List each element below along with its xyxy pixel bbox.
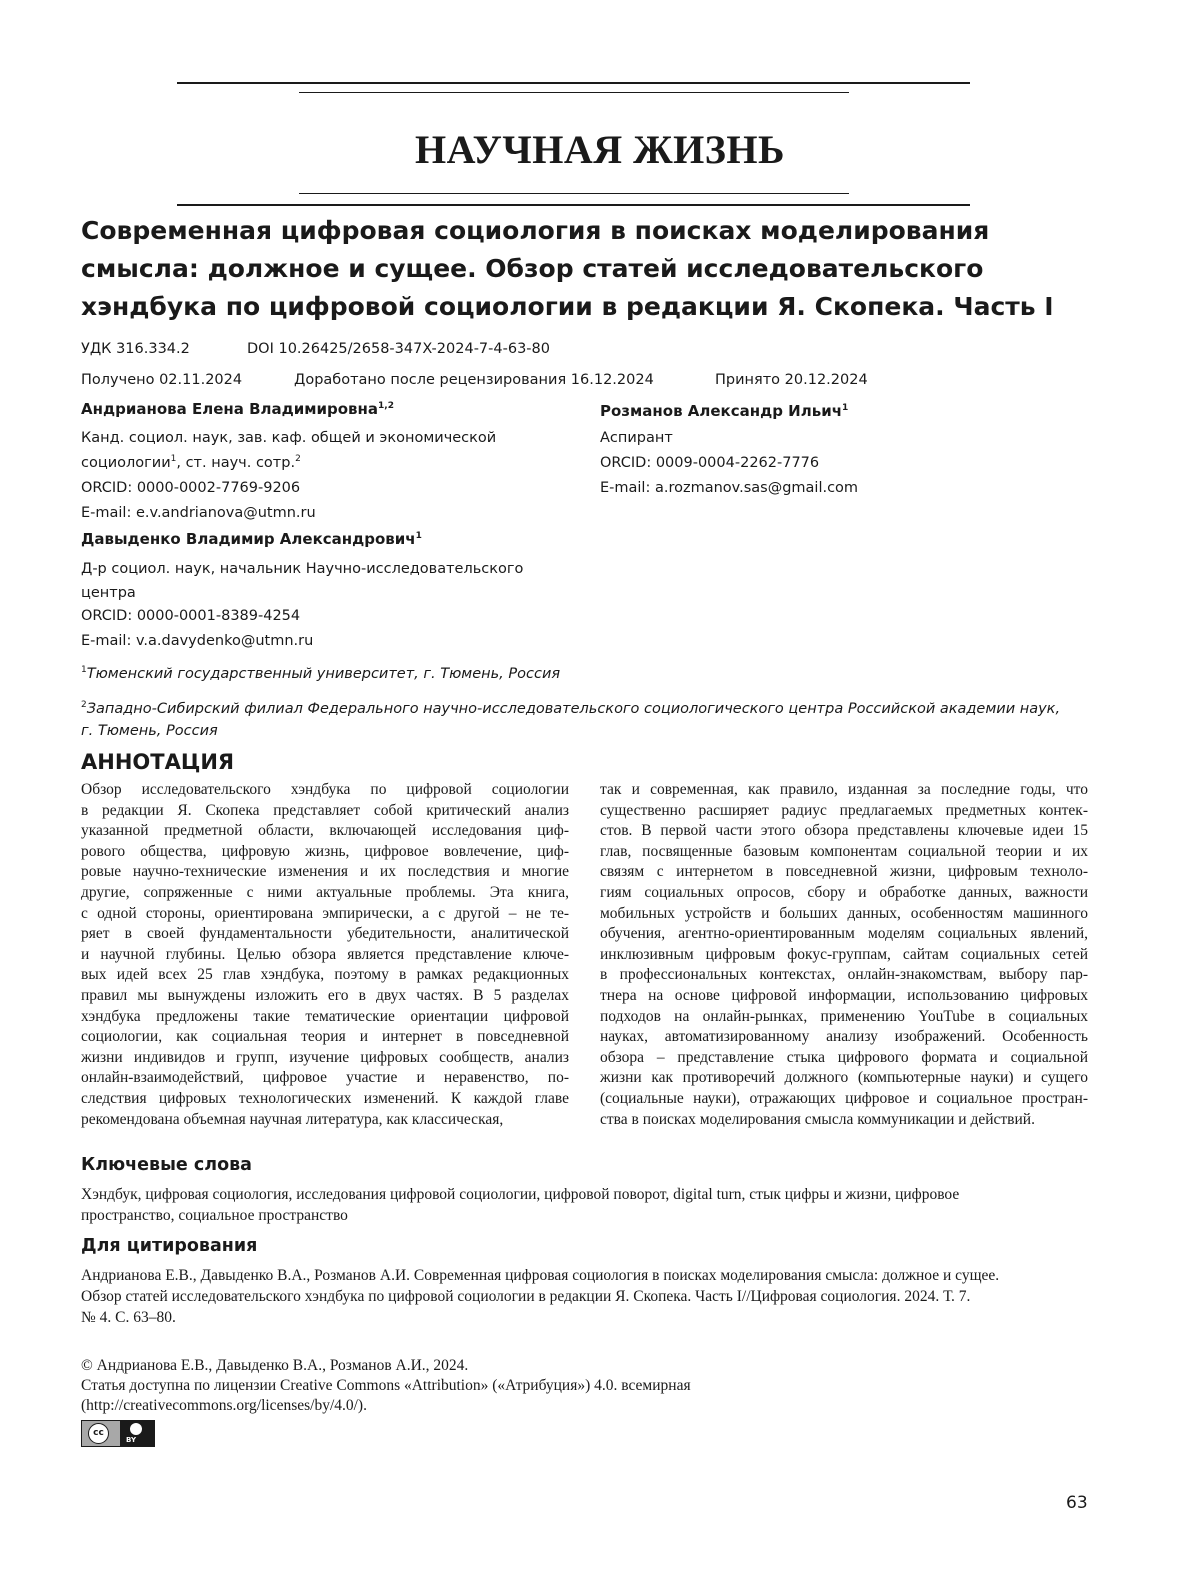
bottom-rule-long bbox=[177, 204, 970, 206]
author-position: Канд. социол. наук, зав. каф. общей и экономической bbox=[81, 430, 497, 446]
doi: DOI 10.26425/2658-347X-2024-7-4-63-80 bbox=[247, 341, 550, 357]
abstract-line: инклюзивным цифровым фокус-группам, сайтам социальных сетей bbox=[600, 945, 1088, 963]
author-name: Андрианова Елена Владимировна$^{1,2}$ bbox=[81, 400, 394, 418]
article-title-line: Современная цифровая социология в поисках моделирования bbox=[81, 216, 990, 245]
author-block bbox=[600, 402, 1080, 496]
article-title-line: хэндбука по цифровой социологии в редакции Я. Скопека. Часть I bbox=[81, 292, 1054, 321]
abstract-line: обзора – представление стыка цифрового формата и социальной bbox=[600, 1048, 1088, 1066]
abstract-line: стов. В первой части этого обзора представлены ключевые идеи 15 bbox=[600, 822, 1088, 840]
abstract-line: подходов на онлайн-рынках, применению YouTube в социальных bbox=[600, 1007, 1088, 1025]
author-orcid: ORCID: 0000-0001-8389-4254 bbox=[81, 608, 301, 624]
abstract-line: следствия цифровых технологических изменений. К каждой главе bbox=[81, 1089, 569, 1107]
abstract-line: вых идей всех 25 глав хэндбука, поэтому в рамках редакционных bbox=[81, 966, 569, 984]
section-title: НАУЧНАЯ ЖИЗНЬ bbox=[415, 127, 785, 172]
abstract-left-column bbox=[81, 780, 569, 1130]
author-position: социологии$^1$, ст. науч. сотр.$^2$ bbox=[81, 454, 301, 471]
by-label: BY bbox=[126, 1436, 137, 1444]
abstract-line: науках, автоматизированному анализу изображений. Особенность bbox=[600, 1028, 1088, 1046]
license-link[interactable]: (http://creativecommons.org/licenses/by/4.0/). bbox=[81, 1397, 367, 1414]
top-rule-short bbox=[299, 92, 849, 93]
author-email[interactable]: E-mail: a.rozmanov.sas@gmail.com bbox=[600, 480, 859, 496]
abstract-line: ства в поисках моделирования смысла коммуникации и действий. bbox=[600, 1110, 1035, 1128]
keywords-text: Хэндбук, цифровая социология, исследования цифровой социологии, цифровой поворот, digital turn, стык цифры и жизни, цифровое пространство, социальное пространство bbox=[81, 1186, 960, 1224]
abstract-line: (социальные науки), отражающих цифровое и социальное простран- bbox=[600, 1089, 1088, 1107]
attribution-person-icon bbox=[130, 1423, 142, 1435]
author-position: Д-р социол. наук, начальник Научно-исследовательского bbox=[81, 561, 524, 577]
top-rule-long bbox=[177, 82, 970, 84]
license-text: © Андрианова Е.В., Давыденко В.А., Розманов А.И., 2024. Статья доступна по лицензии Creative Commons «Attribution» («Атрибуция») 4.0. всемирная (http://creativecommons.org/licenses/by/4.0/). bbox=[81, 1356, 1111, 1416]
abstract-line: жизни как противоречий должного (компьютерные науки) и сущего bbox=[600, 1069, 1088, 1087]
creative-commons-icon: cc bbox=[88, 1423, 109, 1444]
author-orcid: ORCID: 0000-0002-7769-9206 bbox=[81, 479, 301, 496]
abstract-line: указанной предметной области, включающей исследования циф- bbox=[81, 822, 569, 840]
abstract-line: существенно расширяет радиус предлагаемых предметных контек- bbox=[600, 801, 1088, 819]
author-name: Розманов Александр Ильич$^1$ bbox=[600, 402, 849, 420]
bottom-rule-short bbox=[299, 193, 849, 194]
received-date: Получено 02.11.2024 bbox=[81, 372, 243, 388]
author-email[interactable]: E-mail: v.a.davydenko@utmn.ru bbox=[81, 633, 314, 649]
abstract-line: гиям социальных опросов, сбору и обработке данных, важности bbox=[600, 883, 1088, 901]
abstract-line: в редакции Я. Скопека представляет собой критический анализ bbox=[81, 801, 569, 819]
abstract-line: правил мы вынуждены изложить его в двух частях. В 5 разделах bbox=[81, 986, 569, 1004]
abstract-heading: АННОТАЦИЯ bbox=[81, 750, 235, 774]
author-position: центра bbox=[81, 585, 136, 601]
author-position: Аспирант bbox=[600, 430, 673, 446]
abstract-line: глав, посвященные базовым компонентам социальной теории и их bbox=[600, 842, 1088, 860]
abstract-line: онлайн-взаимодействий, цифровое участие и неравенство, по- bbox=[81, 1069, 569, 1087]
citation-heading: Для цитирования bbox=[81, 1236, 258, 1256]
affiliation: $^2$Западно-Сибирский филиал Федерального научно-исследовательского социологического центра Российской академии наук, г. Тюмень, Россия bbox=[81, 700, 1061, 739]
abstract-line: ровые научно-технические изменения и их последствия и многие bbox=[81, 863, 569, 881]
abstract-line: связям с интернетом в повседневной жизни, цифровым техноло- bbox=[600, 863, 1088, 881]
abstract-line: хэндбука предложены такие тематические ориентации цифровой bbox=[81, 1007, 569, 1025]
abstract-line: социологии, как социальная теория и интернет в повседневной bbox=[81, 1028, 569, 1046]
abstract-line: мобильных устройств и больших данных, особенностям машинного bbox=[600, 904, 1088, 922]
article-title-line: смысла: должное и сущее. Обзор статей исследовательского bbox=[81, 254, 984, 283]
affiliation: $^1$Тюменский государственный университет, г. Тюмень, Россия bbox=[81, 665, 561, 682]
article-title bbox=[81, 212, 1111, 326]
abstract-line: Обзор исследовательского хэндбука по цифровой социологии bbox=[81, 781, 569, 798]
author-block bbox=[81, 400, 561, 521]
abstract-line: другие, сопряженные с ними актуальные проблемы. Эта книга, bbox=[81, 883, 569, 901]
author-email[interactable]: E-mail: e.v.andrianova@utmn.ru bbox=[81, 504, 316, 521]
revised-date: Доработано после рецензирования 16.12.2024 bbox=[294, 372, 654, 388]
abstract-line: в профессиональных контекстах, онлайн-знакомствам, выбору пар- bbox=[600, 966, 1088, 984]
copyright-line: © Андрианова Е.В., Давыденко В.А., Розманов А.И., 2024. bbox=[81, 1357, 469, 1374]
abstract-line: ряет в своей фундаментальности убедительности, аналитической bbox=[81, 925, 569, 943]
abstract-line: рового общества, цифровую жизнь, цифровое вовлечение, циф- bbox=[81, 842, 569, 860]
citation-text: Андрианова Е.В., Давыденко В.А., Розманов А.И. Современная цифровая социология в поисках моделирования смысла: должное и сущее. Обзор статей исследовательского хэндбука по цифровой социологии в редакции Я. Скопека. Часть I//Цифровая социология. 2024. Т. 7. № 4. С. 63–80. bbox=[81, 1267, 1000, 1326]
abstract-line: рекомендована объемная научная литература, как классическая, bbox=[81, 1110, 504, 1128]
keywords-heading: Ключевые слова bbox=[81, 1155, 252, 1175]
author-block bbox=[81, 530, 561, 649]
page-number: 63 bbox=[1066, 1493, 1088, 1513]
abstract-line: с одной стороны, ориентирована эмпирически, а с другой – не те- bbox=[81, 904, 569, 922]
author-name: Давыденко Владимир Александрович$^1$ bbox=[81, 530, 422, 548]
abstract-line: так и современная, как правило, изданная за последние годы, что bbox=[600, 781, 1088, 798]
author-orcid: ORCID: 0009-0004-2262-7776 bbox=[600, 455, 820, 471]
accepted-date: Принято 20.12.2024 bbox=[715, 372, 868, 388]
abstract-line: и научной глубины. Целью обзора является представление ключе- bbox=[81, 945, 569, 963]
abstract-line: жизни индивидов и групп, изучение цифровых сообществ, анализ bbox=[81, 1048, 569, 1066]
abstract-line: тнера на основе цифровой информации, использованию цифровых bbox=[600, 986, 1088, 1004]
udk: УДК 316.334.2 bbox=[81, 341, 190, 357]
cc-by-license-icon[interactable] bbox=[81, 1420, 155, 1447]
abstract-line: обучения, агентно-ориентированным моделям социальных явлений, bbox=[600, 925, 1088, 943]
abstract-right-column bbox=[600, 780, 1088, 1130]
